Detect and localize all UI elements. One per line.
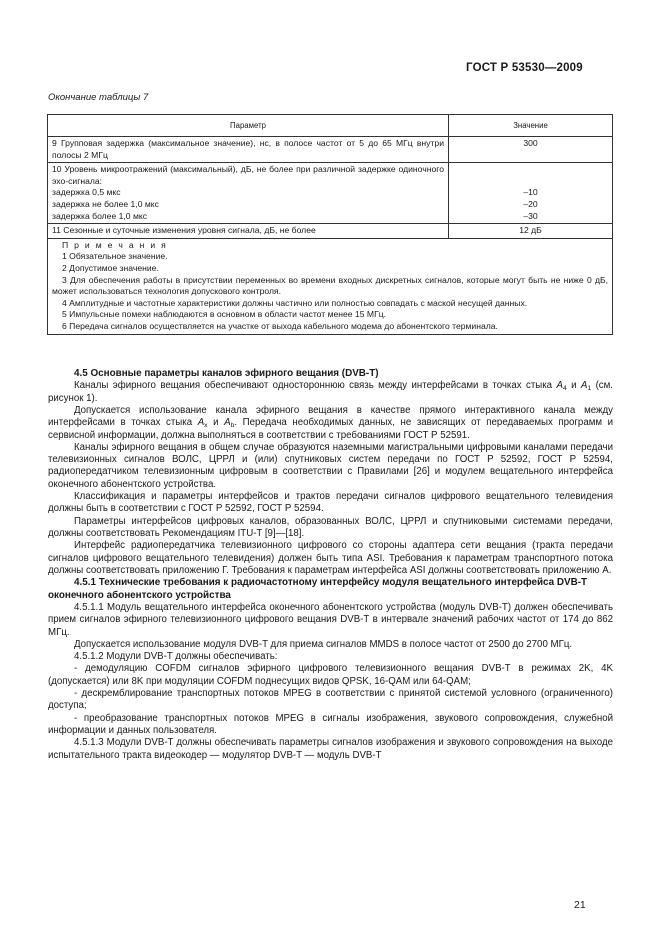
row-11-value: 12 дБ [449,224,613,239]
row-10-text: 10 Уровень микроотражений (максимальный), дБ, не более при различной задержке одиночного эхо-сигнала: [52,164,444,186]
row-10-line: задержка более 1,0 мкс [52,210,148,221]
paragraph: Каналы эфирного вещания обеспечивают одностороннюю связь между интерфейсами в точках стыка $A_4$ и $A_1$ (см. рисунок 1). [48,380,613,404]
parameters-table [47,114,613,335]
subsection-heading: 4.5.1 Технические требования к радиочастотному интерфейсу модуля вещательного интерфейса DVB-T оконечного абонентского устройства [48,577,588,601]
list-item: - дескремблирование транспортных потоков MPEG в соответствии с принятой системой условного (ограниченного) доступа; [48,688,613,712]
page-number: 21 [574,899,586,911]
paragraph: Классификация и параметры интерфейсов и трактов передачи сигналов цифрового вещательного телевидения должны быть в соответствии с ГОСТ Р 52592, ГОСТ Р 52594. [48,491,613,515]
row-9-value: 300 [449,137,613,163]
notes-heading: П р и м е ч а н и я [62,239,168,250]
note-item: 2 Допустимое значение. [62,262,159,273]
note-item: 3 Для обеспечения работы в присутствии переменных во времени входных дискретных сигналов, которые могут быть не ниже 0 дБ, может использоваться технология допускового контроля. [52,274,608,297]
row-10-value: –10 [523,187,538,198]
note-item: 6 Передача сигналов осуществляется на участке от выхода кабельного модема до абонентского терминала. [62,320,498,331]
paragraph: Интерфейс радиопередатчика телевизионного цифрового со стороны адаптера сети вещания (тракта передачи сигналов цифрового вещательного телевидения) должен быть типа ASI. Требования к параметрам транспортного потока должны соответствовать приложению Г. Требования к параметрам интерфейса ASI должны соответствовать приложению А. [48,540,613,576]
row-10-line: задержка не более 1,0 мкс [52,198,159,209]
body-text [48,368,613,762]
paragraph: Допускается использование модуля DVB-T для приема сигналов MMDS в полосе частот от 2500 до 2700 МГц. [74,638,573,650]
column-header-value: Значение [449,115,613,137]
column-header-parameter: Параметр [48,115,449,137]
paragraph: Параметры интерфейсов цифровых каналов, образованных ВОЛС, ЦРРЛ и спутниковыми системами передачи, должны соответствовать Рекомендациям ITU-T [9]—[18]. [48,515,613,539]
table-notes [48,238,613,334]
row-10-value: –30 [523,210,538,221]
paragraph: 4.5.1.2 Модули DVB-T должны обеспечивать: [74,651,278,663]
row-10-values [449,163,613,224]
table-caption: Окончание таблицы 7 [48,92,149,103]
paragraph: Допускается использование канала эфирного вещания в качестве прямого интерактивного канала между интерфейсами в точках стыка $A_x$ и $A_b$. Передача необходимых данных, не зависящих от передаваемых программ и сервисной информации, должна выполняться в соответствии с требованиями ГОСТ Р 52591. [48,405,614,441]
note-item: 5 Импульсные помехи наблюдаются в основном в области частот менее 15 МГц. [62,309,387,320]
list-item: - преобразование транспортных потоков MPEG в сигналы изображения, звукового сопровождения, служебной информации и данных пользователя. [48,712,613,736]
table-row [48,224,613,239]
note-item: 1 Обязательное значение. [62,251,168,262]
table-row [48,163,613,224]
paragraph: Каналы эфирного вещания в общем случае образуются наземными магистральными цифровыми каналами передачи телевизионных сигналов ВОЛС, ЦРРЛ и (или) спутниковых систем передачи по ГОСТ Р 52592, ГОСТ Р 52594, радиопередатчиком телевизионным цифровым в соответствии с Правилами [26] и модулем вещательного интерфейса оконечного абонентского устройства. [48,441,613,490]
row-9-parameter: 9 Групповая задержка (максимальное значение), нс, в полосе частот от 5 до 65 МГц внутри полосы 2 МГц [48,137,449,163]
table-row [48,137,613,163]
note-item: 4 Амплитудные и частотные характеристики должны частично или полностью совпадать с маской несущей данных. [62,297,528,308]
paragraph: 4.5.1.1 Модуль вещательного интерфейса оконечного абонентского устройства (модуль DVB-T) должен обеспечивать прием сигналов эфирного телевизионного цифрового вещания DVB-T в интервале значений рабочих частот от 174 до 862 МГц. [48,601,613,638]
table-notes-row [48,238,613,334]
row-10-parameter [48,163,449,224]
row-11-parameter: 11 Сезонные и суточные изменения уровня сигнала, дБ, не более [48,224,449,239]
row-10-value: –20 [523,198,538,209]
paragraph: 4.5.1.3 Модули DVB-T должны обеспечивать параметры сигналов изображения и звукового сопровождения на выходе испытательного тракта видеокодер — модулятор DVB-T — модуль DVB-T [48,737,613,761]
section-heading: 4.5 Основные параметры каналов эфирного вещания (DVB-T) [74,368,379,379]
table-header-row [48,115,613,137]
document-id: ГОСТ Р 53530—2009 [466,62,583,74]
list-item: - демодуляцию COFDM сигналов эфирного цифрового телевизионного вещания DVB-T в режимах 2K, 4K (допускается) или 8K при модуляции COFDM поднесущих видов QPSK, 16-QAM или 64-QAM; [48,663,613,687]
row-10-line: задержка 0,5 мкс [52,187,121,198]
